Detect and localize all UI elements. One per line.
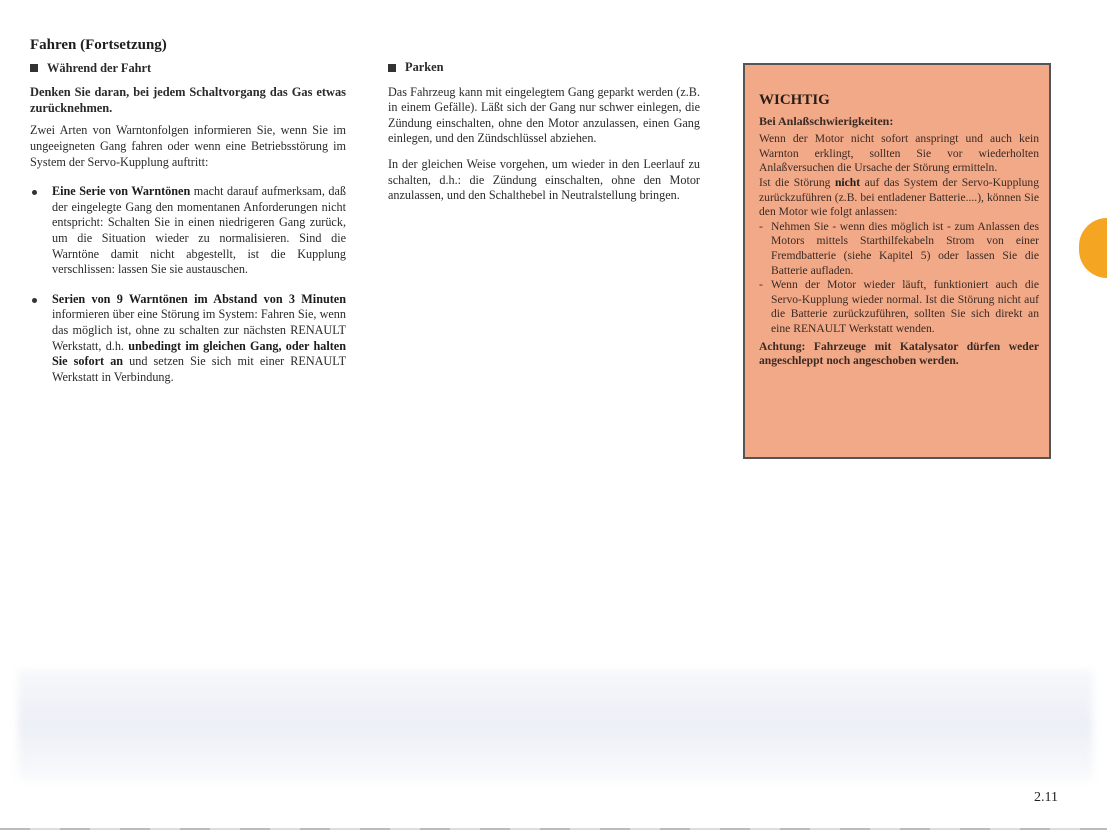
bleed-through-shadow: [18, 670, 1093, 780]
bottom-edge: [0, 828, 1107, 830]
parking-paragraph-2: In der gleichen Weise vorgehen, um wieder in den Leerlauf zu schalten, d.h.: die Zündung einschalten, ohne den Motor anzulassen, und den Schalthebel in Neutralstellung bringen.: [388, 156, 700, 203]
bullet-text: macht darauf aufmerksam, daß der eingelegte Gang den momentanen Anforderungen nicht entspricht: Schalten Sie in einen niedrigeren Gang zurück, um die Situation wieder zu normalisieren. Sind die Warntöne damit nicht abgestellt, ist die Kupplung verschlissen: lassen Sie sie austauschen.: [52, 184, 346, 277]
intro-paragraph: Zwei Arten von Warntonfolgen informieren Sie, wenn Sie im ungeeigneten Gang fahren oder wenn eine Betriebsstörung im System der Servo-Kupplung auftritt:: [30, 123, 346, 169]
bullet-text: informieren über eine Störung im System: Fahren Sie, wenn das möglich ist, ohne zu schalten zur nächsten RENAULT Werkstatt, d.h.: [52, 307, 346, 353]
page-number: 2.11: [1034, 790, 1058, 805]
bullet-bold: Serien von 9 Warntönen im Abstand von 3 Minuten: [52, 291, 346, 306]
page-title: Fahren (Fortsetzung): [30, 37, 167, 53]
lead-paragraph: Denken Sie daran, bei jedem Schaltvorgang das Gas etwas zurücknehmen.: [30, 85, 346, 115]
square-bullet-icon: [388, 64, 396, 72]
text-span: Ist die Störung: [759, 175, 835, 189]
notice-dash-item-2: - Wenn der Motor wieder läuft, funktioniert auch die Servo-Kupplung wieder normal. Ist die Störung nicht auf die Batterie zurückzuführen, sollten Sie sich direkt an eine RENAULT Werkstatt wenden.: [759, 278, 1039, 336]
section-heading-driving: [30, 61, 346, 77]
bullet-text-end: und setzen Sie sich mit einer RENAULT Werkstatt in Verbindung.: [52, 354, 347, 384]
bullet-item-nine-warnings: [30, 292, 346, 386]
bullet-dot-icon: [32, 190, 37, 195]
section-heading-parking: [388, 60, 700, 76]
chapter-tab-marker: [1079, 218, 1107, 278]
important-notice-box: [743, 63, 1051, 459]
notice-warning: Achtung: Fahrzeuge mit Katalysator dürfen weder angeschleppt noch angeschoben werden.: [759, 339, 1039, 368]
notice-title: WICHTIG: [759, 92, 830, 108]
left-column: [30, 38, 346, 385]
notice-heading: Bei Anlaßschwierigkeiten:: [759, 113, 894, 128]
square-bullet-icon: [30, 64, 38, 72]
notice-paragraph-2: [759, 176, 1039, 220]
notice-paragraph-1: Wenn der Motor nicht sofort anspringt und auch kein Warnton erklingt, sollten Sie vor wiederholten Anlaßversuchen die Ursache der Störung ermitteln.: [759, 132, 1039, 175]
notice-dash-item-1: - Nehmen Sie - wenn dies möglich ist - zum Anlassen des Motors mittels Starthilfekabeln Strom von einer Fremdbatterie (siehe Kapitel 5) oder lassen Sie die Batterie aufladen.: [759, 220, 1039, 278]
section-label: Parken: [405, 60, 444, 74]
middle-column: [388, 60, 700, 214]
bullet-dot-icon: [32, 298, 37, 303]
emphasis: nicht: [834, 175, 861, 189]
bullet-bold: Eine Serie von Warntönen: [52, 184, 191, 199]
section-label: Während der Fahrt: [47, 60, 152, 75]
parking-paragraph-1: Das Fahrzeug kann mit eingelegtem Gang geparkt werden (z.B. in einem Gefälle). Läßt sich der Gang nur schwer einlegen, die Zündung einschalten, ohne den Motor anzulassen, einen Gang einlegen, und den Zündschlüssel abziehen.: [388, 84, 700, 146]
bullet-item-warning-series: [30, 184, 346, 278]
text-span: auf das System der Servo-Kupplung zurückzuführen (z.B. bei entladener Batterie....), können Sie den Motor wie folgt anlassen:: [759, 175, 1040, 219]
bullet-bold-2: unbedingt im gleichen Gang, oder halten Sie sofort an: [52, 338, 346, 369]
